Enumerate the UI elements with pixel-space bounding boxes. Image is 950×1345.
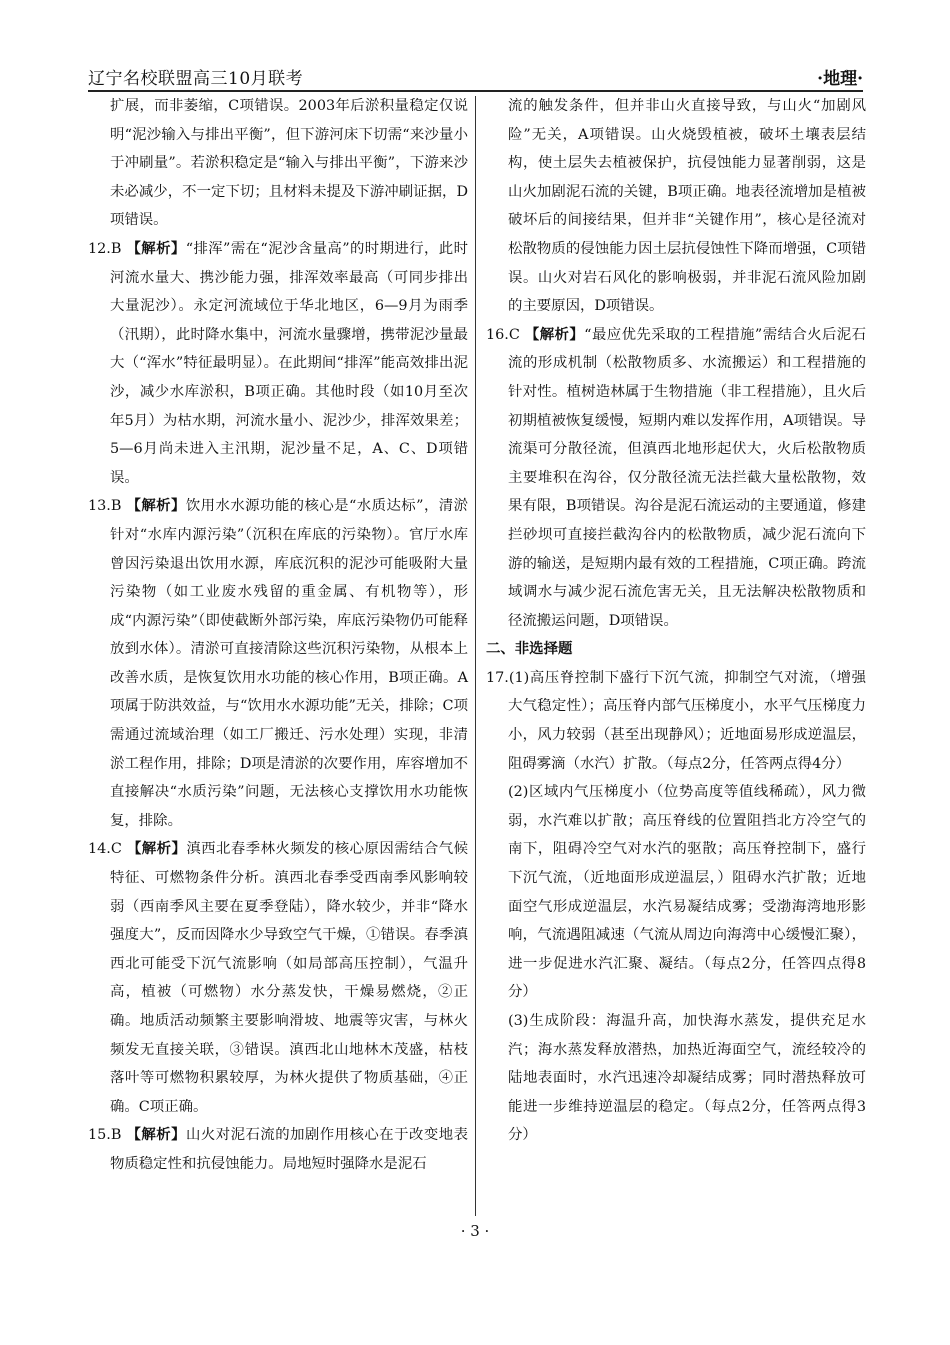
answer-15-tag: 【解析】 <box>126 1126 186 1144</box>
left-column <box>88 92 468 1179</box>
answer-14-tag: 【解析】 <box>126 840 187 858</box>
answer-14 <box>88 835 468 1121</box>
answer-12-tag: 【解析】 <box>126 239 186 257</box>
answer-17-number: 17. <box>486 669 509 686</box>
answer-13 <box>88 492 468 835</box>
answer-14-text: 滇西北春季林火频发的核心原因需结合气候特征、可燃物条件分析。滇西北春季受西南季风影响较弱（西南季风主要在夏季登陆），降水较少，并非“降水强度大”，反而因降水少导致空气干燥，①错误。春季滇西北可能受下沉气流影响（如局部高压控制），气温升高，植被（可燃物）水分蒸发快，干燥易燃烧，②正确。地质活动频繁主要影响滑坡、地震等灾害，与林火频发无直接关联，③错误。滇西北山地林木茂盛，枯枝落叶等可燃物积累较厚，为林火提供了物质基础，④正确。C项正确。 <box>110 841 468 1115</box>
answer-16-number: 16.C <box>486 326 520 343</box>
answer-13-number: 13.B <box>88 498 122 515</box>
answer-12-number: 12.B <box>88 240 122 257</box>
section-title-non-choice: 二、非选择题 <box>486 640 573 658</box>
answer-12-text: “排浑”需在“泥沙含量高”的时期进行，此时河流水量大、携沙能力强，排浑效率最高（可同步排出大量泥沙）。永定河流域位于华北地区，6—9月为雨季（汛期），此时降水集中，河流水量骤增，携带泥沙量最大（“浑水”特征最明显）。在此期间“排浑”能高效排出泥沙，减少水库淤积，B项正确。其他时段（如10月至次年5月）为枯水期，河流水量小、泥沙少，排浑效果差；5—6月尚未进入主汛期，泥沙量不足，A、C、D项错误。 <box>110 240 468 486</box>
answer-12 <box>88 235 468 492</box>
answer-16 <box>486 321 866 636</box>
answer-16-text: “最应优先采取的工程措施”需结合火后泥石流的形成机制（松散物质多、水流搬运）和工程措施的针对性。植树造林属于生物措施（非工程措施），且火后初期植被恢复缓慢，短期内难以发挥作用，A项错误。导流渠可分散径流，但滇西北地形起伏大，火后松散物质主要堆积在沟谷，仅分散径流无法拦截大量松散物，效果有限，B项错误。沟谷是泥石流运动的主要通道，修建拦砂坝可直接拦截沟谷内的松散物质，减少泥石流向下游的输送，是短期内最有效的工程措施，C项正确。跨流域调水与减少泥石流危害无关，且无法解决松散物质和径流搬运问题，D项错误。 <box>508 326 866 629</box>
answer-16-tag: 【解析】 <box>524 325 585 343</box>
answer-15-number: 15.B <box>88 1127 122 1144</box>
right-column <box>486 92 866 1150</box>
page-number: · 3 · <box>460 1222 490 1240</box>
column-divider <box>475 96 476 1216</box>
page-header <box>88 64 863 92</box>
answer-13-tag: 【解析】 <box>126 497 186 515</box>
exam-title: 辽宁名校联盟高三10月联考 <box>88 69 304 89</box>
answer-13-text: 饮用水水源功能的核心是“水质达标”，清淤针对“水库内源污染”（沉积在库底的污染物）。官厅水库曾因污染退出饮用水源，库底沉积的泥沙可能吸附大量污染物（如工业废水残留的重金属、有机物等），形成“内源污染”（即使截断外部污染，库底污染物仍可能释放到水体）。清淤可直接清除这些沉积污染物，从根本上改善水质，是恢复饮用水功能的核心作用，B项正确。A项属于防洪效益，与“饮用水水源功能”无关，排除；C项需通过流域治理（如工厂搬迁、污水处理）实现，非清淤工程作用，排除；D项是清淤的次要作用，库容增加不直接解决“水质污染”问题，无法核心支撑饮用水功能恢复，排除。 <box>110 498 469 829</box>
subject-label: ·地理· <box>817 69 863 89</box>
answer-17-part3: (3)生成阶段：海温升高，加快海水蒸发，提供充足水汽；海水蒸发释放潜热，加热近海面空气，流经较冷的陆地表面时，水汽迅速冷却凝结成雾；同时潜热释放可能进一步维持逆温层的稳定。（每点2分，任答两点得3分） <box>508 1013 866 1144</box>
answer-15 <box>88 1121 468 1178</box>
answer-15-text: 山火对泥石流的加剧作用核心在于改变地表物质稳定性和抗侵蚀能力。局地短时强降水是泥石 <box>110 1127 468 1172</box>
answer-15-continuation: 流的触发条件，但并非山火直接导致，与山火“加剧风险”无关，A项错误。山火烧毁植被，破坏土壤表层结构，使土层失去植被保护，抗侵蚀能力显著削弱，这是山火加剧泥石流的关键，B项正确。地表径流增加是植被破坏后的间接结果，但并非“关键作用”，核心是径流对松散物质的侵蚀能力因土层抗侵蚀性下降而增强，C项错误。山火对岩石风化的影响极弱，并非泥石流风险加剧的主要原因，D项错误。 <box>508 98 866 315</box>
answer-17-part2: (2)区域内气压梯度小（位势高度等值线稀疏），风力微弱，水汽难以扩散；高压脊线的位置阻挡北方冷空气的南下，阻碍冷空气对水汽的驱散；高压脊控制下，盛行下沉气流，（近地面形成逆温层，）阻碍水汽扩散；近地面空气形成逆温层，水汽易凝结成雾；受渤海湾地形影响，气流遇阻减速（气流从周边向海湾中心缓慢汇聚），进一步促进水汽汇聚、凝结。（每点2分，任答四点得8分） <box>508 784 866 1001</box>
q11-continuation: 扩展，而非萎缩，C项错误。2003年后淤积量稳定仅说明“泥沙输入与排出平衡”，但下游河床下切需“来沙量小于冲刷量”。若淤积稳定是“输入与排出平衡”，下游来沙未必减少，不一定下切；且材料未提及下游冲刷证据，D项错误。 <box>110 98 468 229</box>
answer-14-number: 14.C <box>88 841 122 858</box>
answer-17-part1-text: (1)高压脊控制下盛行下沉气流，抑制空气对流，（增强大气稳定性）；高压脊内部气压梯度小，水平气压梯度力小，风力较弱（甚至出现静风）；近地面易形成逆温层，阻碍雾滴（水汽）扩散。（每点2分，任答两点得4分） <box>508 669 866 772</box>
answer-17-part1 <box>486 664 866 778</box>
